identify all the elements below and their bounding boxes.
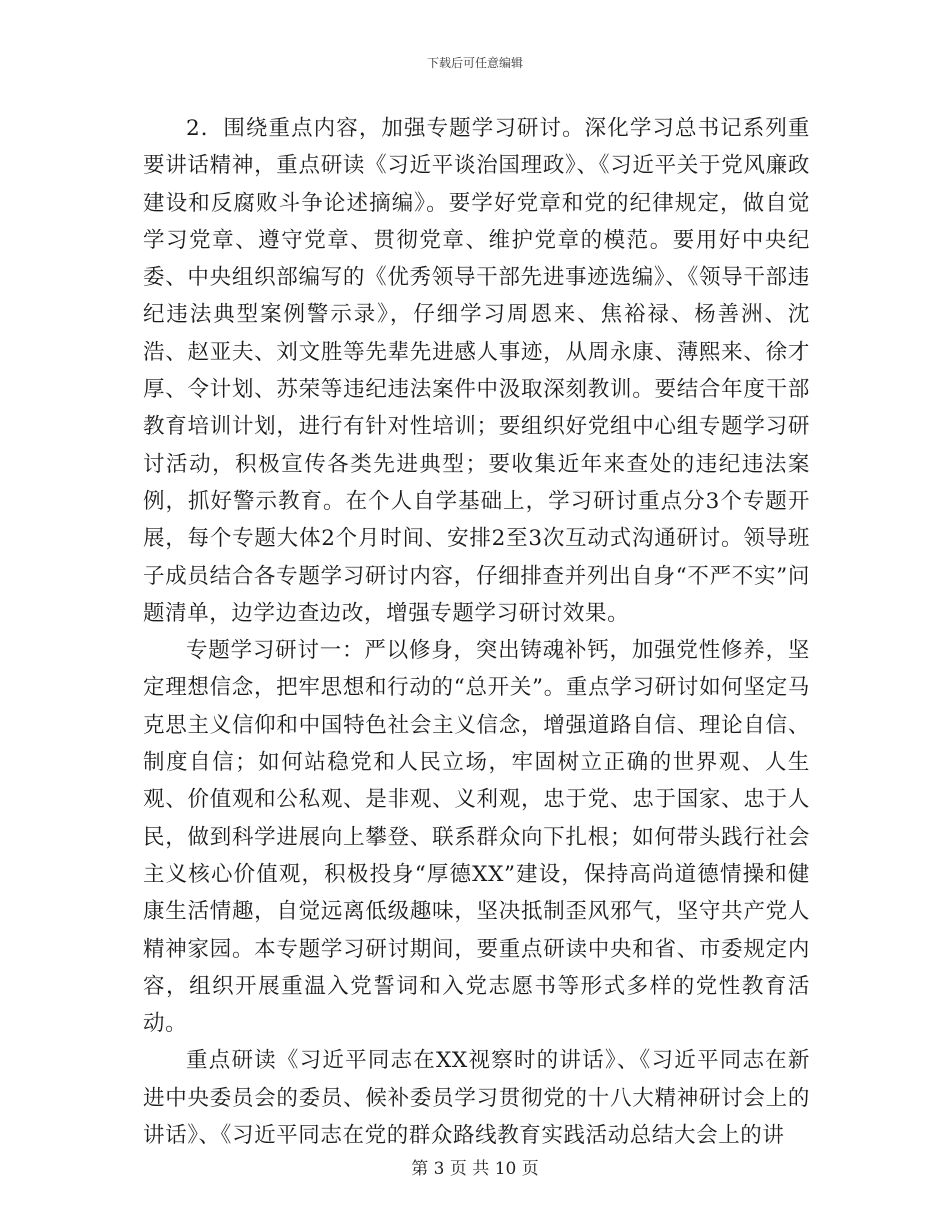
paragraph-key-readings: 重点研读《习近平同志在XX视察时的讲话》、《习近平同志在新进中央委员会的委员、候补委员学习贯彻党的十八大精神研讨会上的讲话》、《习近平同志在党的群众路线教育实践活动总结大会上的讲 bbox=[143, 1048, 810, 1149]
page-footer: 第 3 页 共 10 页 bbox=[411, 1159, 539, 1179]
page-header: 下载后可任意编辑 bbox=[426, 56, 523, 70]
paragraph-topic-one: 专题学习研讨一：严以修身，突出铸魂补钙，加强党性修养，坚定理想信念，把牢思想和行动的“总开关”。重点学习研讨如何坚定马克思主义信仰和中国特色社会主义信念，增强道路自信、理论自信、制度自信；如何站稳党和人民立场，牢固树立正确的世界观、人生观、价值观和公私观、是非观、义利观，忠于党、忠于国家、忠于人民，做到科学进展向上攀登、联系群众向下扎根；如何带头践行社会主义核心价值观，积极投身“厚德XX”建设，保持高尚道德情操和健康生活情趣，自觉远离低级趣味，坚决抵制歪风邪气，坚守共产党人精神家园。本专题学习研讨期间，要重点研读中央和省、市委规定内容，组织开展重温入党誓词和入党志愿书等形式多样的党性教育活动。 bbox=[143, 638, 810, 1037]
document-body bbox=[143, 110, 810, 1154]
paragraph-study-content: 2．围绕重点内容，加强专题学习研讨。深化学习总书记系列重要讲话精神，重点研读《习近平谈治国理政》、《习近平关于党风廉政建设和反腐败斗争论述摘编》。要学好党章和党的纪律规定，做自觉学习党章、遵守党章、贯彻党章、维护党章的模范。要用好中央纪委、中央组织部编写的《优秀领导干部先进事迹选编》、《领导干部违纪违法典型案例警示录》，仔细学习周恩来、焦裕禄、杨善洲、沈浩、赵亚夫、刘文胜等先辈先进感人事迹，从周永康、薄熙来、徐才厚、令计划、苏荣等违纪违法案件中汲取深刻教训。要结合年度干部教育培训计划，进行有针对性培训；要组织好党组中心组专题学习研讨活动，积极宣传各类先进典型；要收集近年来查处的违纪违法案例，抓好警示教育。在个人自学基础上，学习研讨重点分3个专题开展，每个专题大体2个月时间、安排2至3次互动式沟通研讨。领导班子成员结合各专题学习研讨内容，仔细排查并列出自身“不严不实”问题清单，边学边查边改，增强专题学习研讨效果。 bbox=[143, 116, 810, 626]
